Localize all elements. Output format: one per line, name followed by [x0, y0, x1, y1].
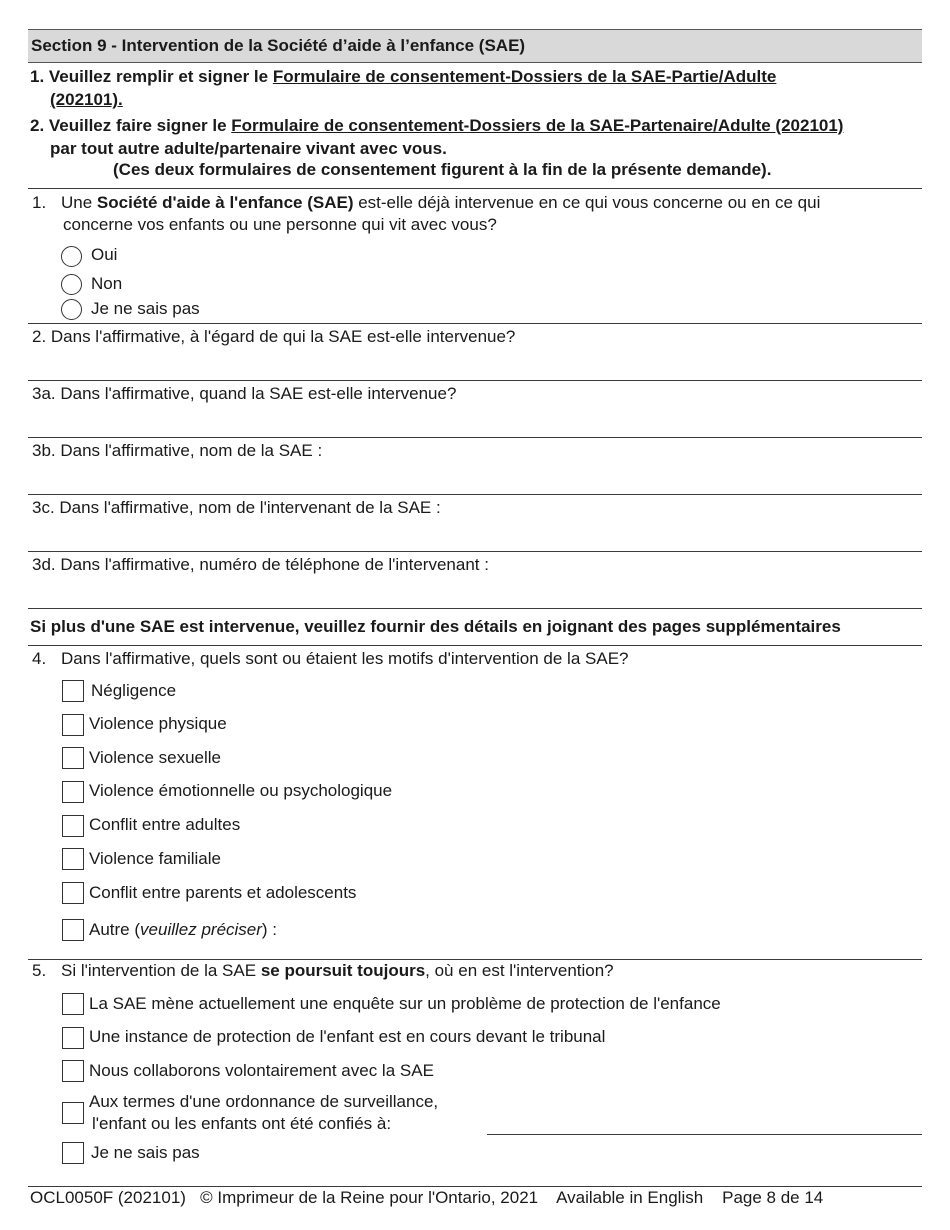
- q1-text: Une Société d'aide à l'enfance (SAE) est-elle déjà intervenue en ce qui vous concerne ou en ce qui: [61, 193, 821, 212]
- q1-label-non: Non: [91, 274, 123, 293]
- q5-number: 5.: [32, 961, 47, 980]
- q3a-text: 3a. Dans l'affirmative, quand la SAE est-elle intervenue?: [32, 384, 457, 403]
- footer-page-number: Page 8 de 14: [722, 1188, 824, 1207]
- q4-checkbox-sexual[interactable]: [62, 747, 84, 769]
- q5-checkbox-investigation[interactable]: [62, 993, 84, 1015]
- q5-label-supervision-a: Aux termes d'une ordonnance de surveillance,: [89, 1092, 439, 1111]
- divider: [28, 323, 922, 324]
- q4-label-parent-teen: Conflit entre parents et adolescents: [89, 883, 357, 902]
- q4-label-family-violence: Violence familiale: [89, 849, 221, 868]
- instructions-note: (Ces deux formulaires de consentement figurent à la fin de la présente demande).: [113, 160, 772, 179]
- q2-text: 2. Dans l'affirmative, à l'égard de qui la SAE est-elle intervenue?: [32, 327, 516, 346]
- q3c-text: 3c. Dans l'affirmative, nom de l'intervenant de la SAE :: [32, 498, 441, 517]
- q5-label-court: Une instance de protection de l'enfant est en cours devant le tribunal: [89, 1027, 606, 1046]
- footer: [30, 1188, 823, 1208]
- consent-form-partner-link[interactable]: Formulaire de consentement-Dossiers de la SAE-Partenaire/Adulte (202101): [231, 116, 844, 135]
- q4-number: 4.: [32, 649, 47, 668]
- q5-checkbox-voluntary[interactable]: [62, 1060, 84, 1082]
- q3a-answer-line[interactable]: [28, 437, 922, 438]
- footer-english: Available in English: [556, 1188, 704, 1207]
- q3d-text: 3d. Dans l'affirmative, numéro de téléphone de l'intervenant :: [32, 555, 489, 574]
- q5-text: Si l'intervention de la SAE se poursuit toujours, où en est l'intervention?: [61, 961, 614, 980]
- q1-radio-oui[interactable]: [61, 246, 82, 267]
- divider: [28, 188, 922, 189]
- q5-label-investigation: La SAE mène actuellement une enquête sur un problème de protection de l'enfance: [89, 994, 721, 1013]
- q5-label-unknown: Je ne sais pas: [91, 1143, 200, 1162]
- q2-answer-line[interactable]: [28, 380, 922, 381]
- q4-label-adult-conflict: Conflit entre adultes: [89, 815, 241, 834]
- q4-label-sexual: Violence sexuelle: [89, 748, 221, 767]
- q4-checkbox-other[interactable]: [62, 919, 84, 941]
- q4-checkbox-adult-conflict[interactable]: [62, 815, 84, 837]
- q4-label-emotional: Violence émotionnelle ou psychologique: [89, 781, 393, 800]
- consent-form-adult-link[interactable]: Formulaire de consentement-Dossiers de la SAE-Partie/Adulte: [272, 67, 777, 86]
- q4-label-negligence: Négligence: [91, 681, 177, 700]
- divider: [28, 959, 922, 960]
- q3d-answer-line[interactable]: [28, 608, 922, 609]
- q4-checkbox-emotional[interactable]: [62, 781, 84, 803]
- q5-label-voluntary: Nous collaborons volontairement avec la SAE: [89, 1061, 434, 1080]
- consent-form-adult-link-cont[interactable]: (202101).: [50, 90, 123, 109]
- divider: [28, 645, 922, 646]
- instruction-1: 1. Veuillez remplir et signer le Formulaire de consentement-Dossiers de la SAE-Partie/Adulte: [30, 67, 777, 86]
- q3b-text: 3b. Dans l'affirmative, nom de la SAE :: [32, 441, 323, 460]
- instruction-2-cont: par tout autre adulte/partenaire vivant avec vous.: [50, 139, 447, 158]
- q1-label-oui: Oui: [91, 245, 118, 264]
- q5-checkbox-supervision[interactable]: [62, 1102, 84, 1124]
- q3c-answer-line[interactable]: [28, 551, 922, 552]
- multiple-sae-note: Si plus d'une SAE est intervenue, veuillez fournir des détails en joignant des pages supplémentaires: [30, 617, 841, 636]
- q1-text-cont: concerne vos enfants ou une personne qui vit avec vous?: [63, 215, 497, 234]
- footer-form-id: OCL0050F (202101): [30, 1188, 186, 1207]
- q5-checkbox-court[interactable]: [62, 1027, 84, 1049]
- instruction-2: 2. Veuillez faire signer le Formulaire de consentement-Dossiers de la SAE-Partenaire/Adulte (202101): [30, 116, 844, 135]
- footer-copyright: © Imprimeur de la Reine pour l'Ontario, 2021: [200, 1188, 539, 1207]
- q4-label-physical: Violence physique: [89, 714, 227, 733]
- q4-label-other: Autre (veuillez préciser) :: [89, 920, 278, 939]
- q1-number: 1.: [32, 193, 47, 212]
- q1-radio-unknown[interactable]: [61, 299, 82, 320]
- q1-radio-non[interactable]: [61, 274, 82, 295]
- q4-checkbox-negligence[interactable]: [62, 680, 84, 702]
- q1-label-unknown: Je ne sais pas: [91, 299, 200, 318]
- q5-supervision-answer-line[interactable]: [487, 1134, 922, 1135]
- q4-checkbox-parent-teen[interactable]: [62, 882, 84, 904]
- section-title: Section 9 - Intervention de la Société d’aide à l’enfance (SAE): [28, 29, 922, 63]
- footer-divider: [28, 1186, 922, 1187]
- q3b-answer-line[interactable]: [28, 494, 922, 495]
- q4-checkbox-family-violence[interactable]: [62, 848, 84, 870]
- q4-checkbox-physical[interactable]: [62, 714, 84, 736]
- q4-text: Dans l'affirmative, quels sont ou étaient les motifs d'intervention de la SAE?: [61, 649, 629, 668]
- q5-checkbox-unknown[interactable]: [62, 1142, 84, 1164]
- q5-label-supervision-b: l'enfant ou les enfants ont été confiés à:: [92, 1114, 392, 1133]
